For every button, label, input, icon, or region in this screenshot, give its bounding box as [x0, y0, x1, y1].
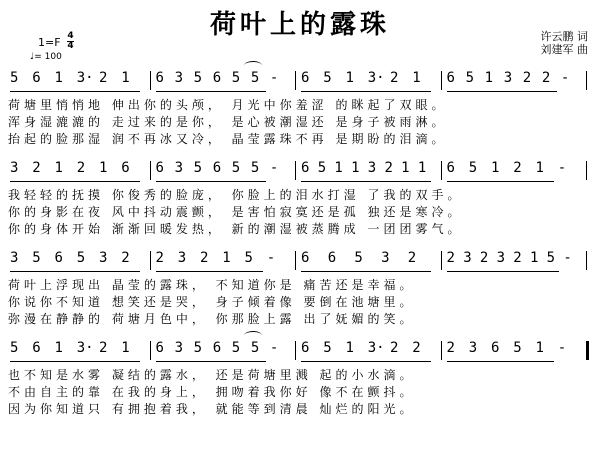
dash-note: - — [269, 70, 279, 86]
note: 2 — [121, 250, 130, 266]
barline — [150, 71, 151, 90]
lyric-line — [0, 205, 600, 223]
note: 5 — [468, 160, 478, 176]
note: 3 — [10, 250, 19, 266]
note: 3 — [177, 250, 187, 266]
notes-line — [0, 160, 600, 182]
note: 2 — [522, 70, 532, 86]
note: 2 — [513, 160, 522, 176]
meter-top: 4 — [67, 31, 74, 41]
note: 1 — [54, 340, 63, 356]
note: 6 — [155, 160, 164, 176]
note: 5 — [354, 250, 363, 266]
note: 5 — [193, 340, 203, 356]
score-row — [0, 160, 600, 250]
lyric-text: 荷叶上浮现出 晶莹的露珠， 不知道你是 痛苦还是幸福。 — [8, 278, 416, 292]
barline — [295, 251, 296, 270]
note: 3 — [99, 250, 108, 266]
beam-line — [301, 181, 431, 182]
note: 1 — [412, 70, 421, 86]
lyric-line — [0, 278, 600, 296]
notes-line — [0, 250, 600, 272]
lyric-text: 也不知是水雾 凝结的露水， 还是荷塘里溅 起的小水滴。 — [8, 368, 416, 382]
beam-line — [447, 91, 557, 92]
note: 1 — [121, 70, 130, 86]
beam-line — [156, 271, 263, 272]
note: 2 — [513, 250, 522, 266]
meter-bottom: 4 — [67, 41, 74, 51]
note: 5 — [513, 340, 522, 356]
beam-line — [156, 181, 266, 182]
note: 2 — [390, 70, 399, 86]
note: 6 — [327, 250, 337, 266]
note: 2 — [407, 250, 417, 266]
note: 6 — [301, 70, 310, 86]
note: 3· — [76, 340, 94, 356]
note: 2 — [384, 160, 393, 176]
dash-note: - — [269, 160, 279, 176]
note: 6 — [212, 70, 222, 86]
note: 5 — [193, 160, 203, 176]
lyric-line — [0, 402, 600, 420]
note: 2 — [541, 70, 551, 86]
barline — [441, 251, 442, 270]
lyric-text: 因为你知道只 有拥抱着我， 就能等到清晨 灿烂的阳光。 — [8, 402, 416, 416]
score-row — [0, 250, 600, 340]
note: 2 — [99, 70, 108, 86]
note: 6 — [212, 340, 222, 356]
final-barline — [586, 341, 589, 360]
beam-line — [301, 271, 431, 272]
lyric-text: 你的身影在夜 风中抖动震颤， 是害怕寂寞还是孤 独还是寒冷。 — [8, 205, 464, 219]
lyric-line — [0, 312, 600, 330]
note: 3 — [463, 250, 472, 266]
barline — [150, 161, 151, 180]
lyric-text: 抬起的脸那湿 润不再冰又冷， 晶莹露珠不再 是期盼的泪滴。 — [8, 132, 448, 146]
lyric-line — [0, 385, 600, 403]
barline — [150, 341, 151, 360]
note: 5 — [193, 70, 203, 86]
barline — [441, 341, 442, 360]
note: 5 — [323, 70, 332, 86]
note: 1 — [345, 70, 354, 86]
beam-line — [156, 91, 266, 92]
dash-note: - — [560, 70, 570, 86]
barline — [441, 161, 442, 180]
note: 2 — [479, 250, 489, 266]
note: 1 — [99, 160, 108, 176]
score-row — [0, 70, 600, 160]
note: 2 — [446, 250, 455, 266]
note: 6 — [301, 160, 310, 176]
note: 1 — [54, 160, 63, 176]
lyric-text: 荷塘里悄悄地 伸出你的头颅， 月光中你羞涩 的眯起了双眼。 — [8, 98, 448, 112]
lyric-line — [0, 222, 600, 240]
note: 6 — [155, 70, 164, 86]
lyric-text: 弥漫在静静的 荷塘月色中， 你那脸上露 出了妩媚的笑。 — [8, 312, 416, 326]
note: 6 — [491, 340, 500, 356]
tempo-marking: ♩= 100 — [30, 52, 62, 62]
beam-line — [156, 361, 266, 362]
note: 5 — [244, 250, 253, 266]
note: 1 — [535, 160, 544, 176]
note: 3 — [381, 250, 390, 266]
tie-arc — [244, 61, 262, 70]
note: 2 — [99, 340, 108, 356]
tie-arc — [244, 331, 262, 340]
lyric-text: 浑身湿漉漉的 走过来的是你， 是心被潮湿还 是身子被雨淋。 — [8, 115, 448, 129]
lyric-text: 我轻轻的抚摸 你俊秀的脸庞， 你脸上的泪水打湿 了我的双手。 — [8, 188, 464, 202]
note: 2 — [446, 340, 455, 356]
note: 6 — [155, 340, 164, 356]
barline — [295, 161, 296, 180]
beam-line — [301, 91, 431, 92]
note: 5 — [231, 160, 241, 176]
note: 2 — [412, 340, 421, 356]
note: 3· — [367, 70, 385, 86]
note: 3· — [367, 340, 385, 356]
note: 6 — [212, 160, 222, 176]
note: 2 — [155, 250, 164, 266]
note: 5 — [250, 340, 260, 356]
note: 5 — [317, 160, 327, 176]
note: 5 — [231, 340, 241, 356]
note: 3· — [76, 70, 94, 86]
note: 5 — [231, 70, 241, 86]
note: 1 — [351, 160, 360, 176]
song-title: 荷叶上的露珠 — [209, 10, 390, 40]
note: 3 — [503, 70, 513, 86]
note: 5 — [546, 250, 556, 266]
barline — [586, 251, 587, 270]
note: 1 — [334, 160, 343, 176]
lyric-line — [0, 368, 600, 386]
lyric-text: 不由自主的靠 在我的身上， 拥吻着我你好 像不在颤抖。 — [8, 385, 416, 399]
beam-line — [10, 181, 140, 182]
note: 6 — [32, 70, 41, 86]
note: 6 — [446, 160, 455, 176]
lyricist-credit: 许云鹏 词 — [540, 30, 588, 43]
beam-line — [301, 361, 431, 362]
note: 1 — [345, 340, 354, 356]
note: 1 — [529, 250, 539, 266]
time-signature — [67, 32, 74, 51]
lyric-line — [0, 115, 600, 133]
note: 1 — [535, 340, 544, 356]
barline — [295, 71, 296, 90]
credits — [541, 30, 589, 56]
beam-line — [447, 361, 554, 362]
note: 6 — [54, 250, 63, 266]
dash-note: - — [269, 340, 279, 356]
lyric-line — [0, 295, 600, 313]
note: 3 — [174, 160, 183, 176]
dash-note: - — [557, 340, 567, 356]
barline — [586, 161, 587, 180]
note: 3 — [10, 160, 19, 176]
note: 1 — [401, 160, 410, 176]
note: 2 — [200, 250, 209, 266]
note: 6 — [446, 70, 455, 86]
note: 5 — [465, 70, 474, 86]
note: 3 — [174, 70, 183, 86]
note: 5 — [250, 70, 260, 86]
barline — [586, 71, 587, 90]
beam-line — [447, 271, 560, 272]
lyric-line — [0, 98, 600, 116]
note: 5 — [76, 250, 86, 266]
barline — [150, 251, 151, 270]
note: 5 — [10, 340, 19, 356]
note: 5 — [32, 250, 41, 266]
notes-line — [0, 340, 600, 362]
note: 1 — [417, 160, 427, 176]
note: 5 — [10, 70, 19, 86]
note: 3 — [174, 340, 183, 356]
note: 3 — [496, 250, 505, 266]
key-signature: 1=F — [38, 36, 61, 49]
notes-line — [0, 70, 600, 92]
note: 1 — [222, 250, 231, 266]
dash-note: - — [557, 160, 567, 176]
note: 1 — [54, 70, 63, 86]
barline — [295, 341, 296, 360]
barline — [441, 71, 442, 90]
beam-line — [10, 271, 140, 272]
note: 6 — [301, 250, 310, 266]
note: 3 — [367, 160, 377, 176]
lyric-line — [0, 132, 600, 150]
note: 1 — [491, 160, 500, 176]
beam-line — [10, 91, 140, 92]
note: 2 — [390, 340, 399, 356]
lyric-text: 你说你不知道 想笑还是哭， 身子倾着像 要倒在池塘里。 — [8, 295, 416, 309]
dash-note: - — [563, 250, 572, 266]
note: 2 — [32, 160, 41, 176]
beam-line — [10, 361, 140, 362]
lyric-line — [0, 188, 600, 206]
note: 6 — [32, 340, 41, 356]
note: 2 — [76, 160, 86, 176]
note: 6 — [301, 340, 310, 356]
dash-note: - — [266, 250, 276, 266]
note: 5 — [250, 160, 260, 176]
note: 1 — [484, 70, 494, 86]
beam-line — [447, 181, 554, 182]
note: 6 — [121, 160, 130, 176]
lyric-text: 你的身体开始 渐渐回暖发热， 新的潮湿被蒸腾成 一团团雾气。 — [8, 222, 464, 236]
composer-credit: 刘建军 曲 — [540, 43, 588, 56]
note: 5 — [323, 340, 332, 356]
score-row — [0, 340, 600, 430]
note: 1 — [121, 340, 130, 356]
note: 3 — [468, 340, 478, 356]
